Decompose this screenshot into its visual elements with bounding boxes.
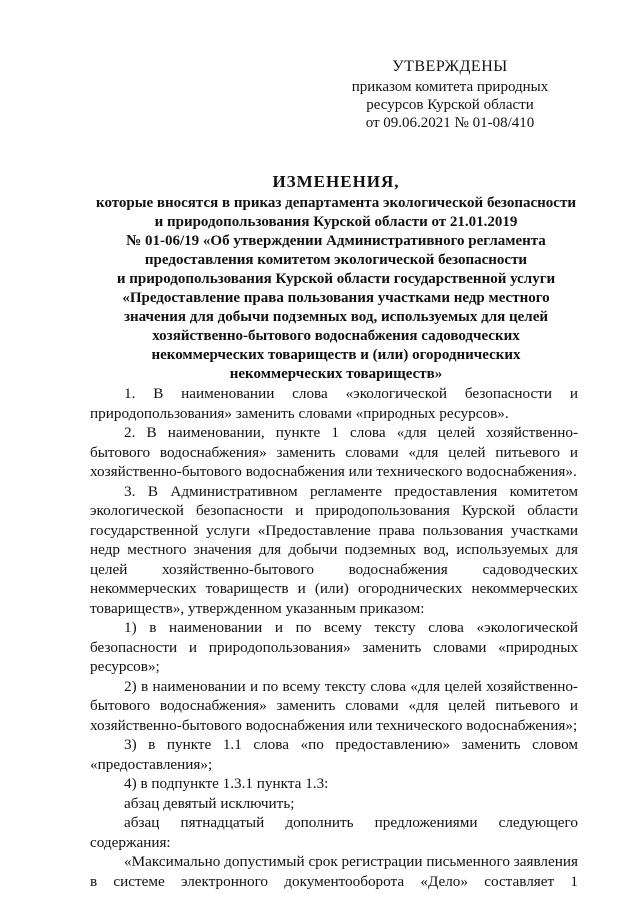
- title-line: и природопользования Курской области от 21.01.2019: [154, 214, 518, 230]
- paragraph-subitem-4: 4) в подпункте 1.3.1 пункта 1.3:: [124, 775, 329, 792]
- paragraph-abzac-15: абзац пятнадцатый дополнить предложениями следующего содержания:: [90, 814, 578, 851]
- title-line: и природопользования Курской области государственной услуги: [116, 271, 556, 287]
- approval-line: ресурсов Курской области: [366, 97, 534, 113]
- paragraph-subitem-3: 3) в пункте 1.1 слова «по предоставлению» заменить словом «предоставления»;: [90, 736, 578, 773]
- document-body: [90, 384, 578, 891]
- title-line: «Предоставление права пользования участками недр местного: [122, 290, 550, 306]
- title-line: предоставления комитетом экологической безопасности: [144, 252, 528, 268]
- paragraph-abzac-9: абзац девятый исключить;: [124, 794, 295, 812]
- title-line: некоммерческих товариществ и (или) огороднических: [151, 347, 521, 363]
- paragraph-subitem-1: 1) в наименовании и по всему тексту слова «экологической безопасности и природопользования» заменить словами «природных ресурсов»;: [90, 619, 578, 675]
- paragraph-item-1: 1. В наименовании слова «экологической безопасности и природопользования» заменить словами «природных ресурсов».: [90, 385, 578, 422]
- paragraph-item-2: 2. В наименовании, пункте 1 слова «для целей хозяйственно-бытового водоснабжения» заменить словами «для целей питьевого и хозяйственно-бытового водоснабжения или технического водоснабжения».: [90, 424, 578, 480]
- approval-heading: УТВЕРЖДЕНЫ: [392, 58, 508, 75]
- paragraph-quote: «Максимально допустимый срок регистрации письменного заявления в системе электронного документооборота «Дело» составляет 1: [90, 853, 578, 890]
- title-main: ИЗМЕНЕНИЯ,: [272, 172, 400, 191]
- title-line: № 01-06/19 «Об утверждении Административного регламента: [126, 233, 546, 249]
- title-line: некоммерческих товариществ»: [229, 366, 443, 382]
- paragraph-item-3: 3. В Административном регламенте предоставления комитетом экологической безопасности и природопользования Курской области государственной услуги «Предоставление права пользования участками недр местного значения для добычи подземных вод, используемых для целей хозяйственно-бытового водоснабжения садоводческих некоммерческих товариществ и (или) огороднических некоммерческих товариществ», утвержденном указанным приказом:: [90, 482, 578, 617]
- approval-line: приказом комитета природных: [351, 79, 549, 95]
- document-title: [86, 172, 586, 384]
- title-line: которые вносятся в приказ департамента экологической безопасности: [96, 195, 576, 211]
- paragraph-subitem-2: 2) в наименовании и по всему тексту слова «для целей хозяйственно-бытового водоснабжения» заменить словами «для целей питьевого и хозяйственно-бытового водоснабжения или технического водоснабжения»;: [90, 677, 578, 734]
- title-line: значения для добычи подземных вод, используемых для целей: [123, 309, 549, 325]
- title-line: хозяйственно-бытового водоснабжения садоводческих: [152, 328, 520, 344]
- approval-stamp: [340, 58, 560, 132]
- approval-line: от 09.06.2021 № 01-08/410: [365, 115, 535, 131]
